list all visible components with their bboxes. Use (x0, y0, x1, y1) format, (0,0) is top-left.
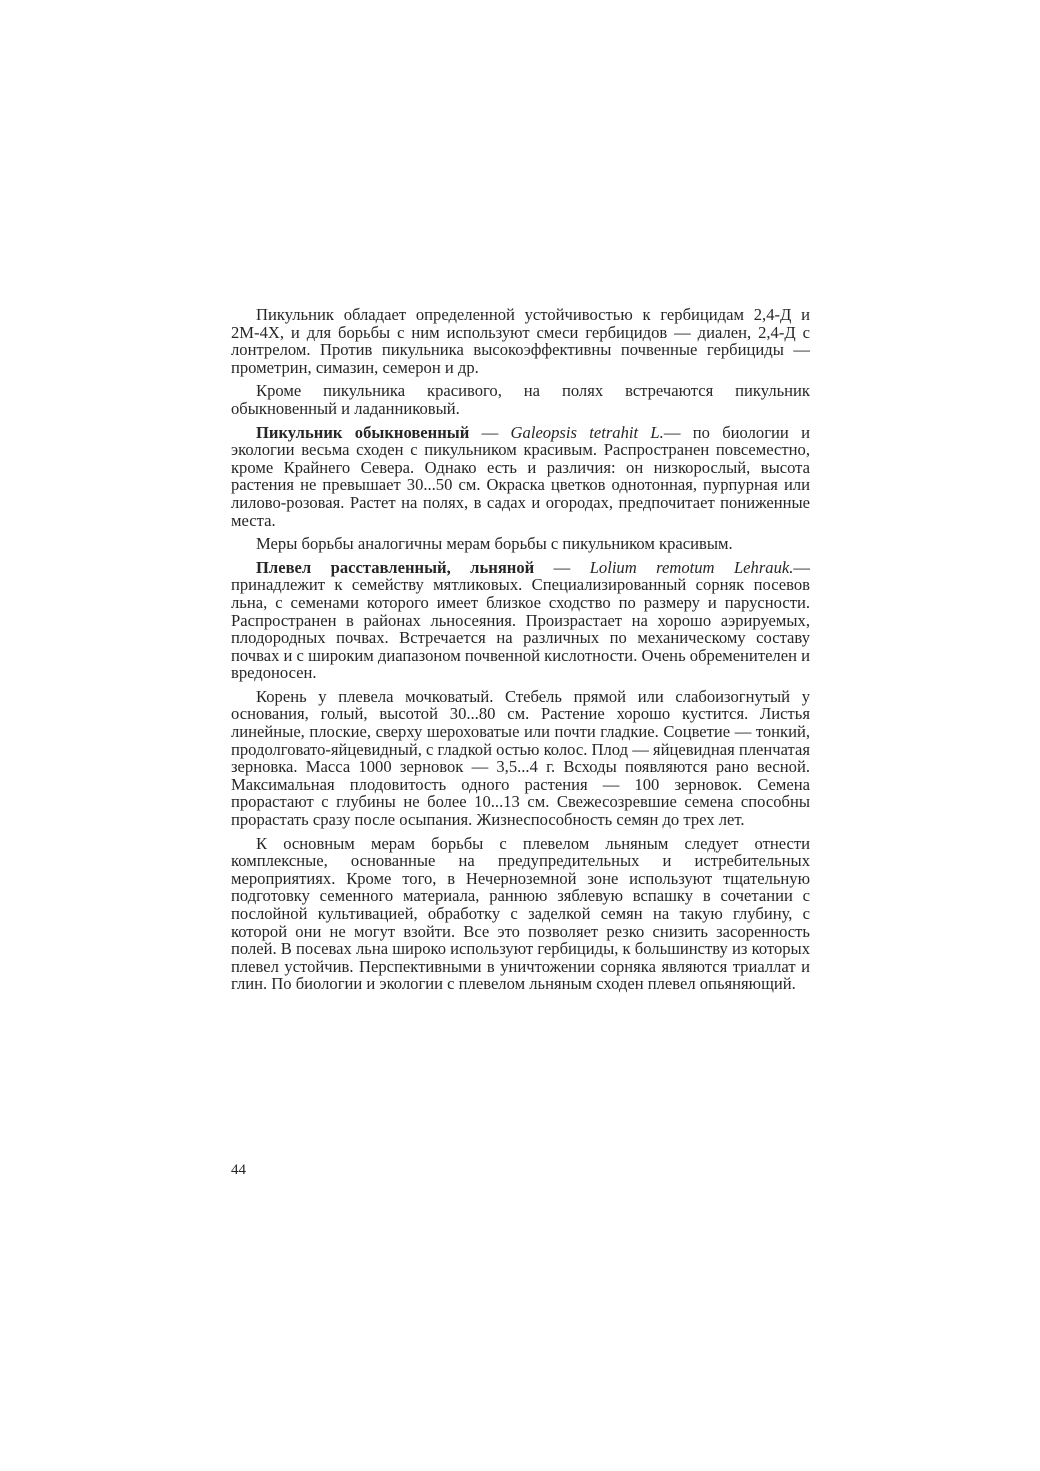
term-dash: — (534, 557, 590, 577)
species-latin-name: Lolium remotum Lehrauk. (589, 557, 794, 577)
paragraph-darnel-morphology: Корень у плевела мочковатый. Стебель прямой или слабоизогнутый у основания, голый, высотой 30...80 см. Растение хорошо кустится. Листья линейные, плоские, сверху шероховатые или почти гладкие. Соцветие — тонкий, продолговато-яйцевидный, с гладкой остью колос. Плод — яйцевидная пленчатая зерновка. Масса 1000 зерновок — 3,5...4 г. Всходы появляются рано весной. Максимальная плодовитость одного растения — 100 зерновок. Семена прорастают с глубины не более 10...13 см. Свежесозревшие семена способны прорастать сразу после осыпания. Жизнеспособность семян до трех лет. (231, 686, 811, 830)
species-description: — принадлежит к семейству мятликовых. Специализированный сорняк посевов льна, с семенами которого имеет близкое сходство по размеру и парусности. Распространен в районах льносеяния. Произрастает на хорошо аэрируемых, плодородных почвах. Встречается на различных по механическому составу почвах и с широким диапазоном почвенной кислотности. Очень обременителен и вредоносен. (231, 557, 810, 683)
paragraph-common-hemp-nettle (231, 424, 810, 530)
term-dash: — (469, 422, 511, 442)
paragraph-darnel-control: К основным мерам борьбы с плевелом льняным следует отнести комплексные, основанные на предупредительных и истребительных мероприятиях. Кроме того, в Нечерноземной зоне используют тщательную подготовку семенного материала, раннюю зяблевую вспашку в сочетании с послойной культивацией, обработку с заделкой семян на такую глубину, с которой они не могут взойти. Все это позволяет резко снизить засоренность полей. В посевах льна широко используют гербициды, к большинству из которых плевел устойчив. Перспективными в уничтожении сорняка являются триаллат и глин. По биологии и экологии с плевелом льняным сходен плевел опьяняющий. (231, 833, 810, 994)
species-term: Плевел расставленный, льняной (256, 557, 535, 577)
page-number: 44 (231, 1162, 246, 1178)
paragraph-herbicide-resistance: Пикульник обладает определенной устойчивостью к гербицидам 2,4-Д и 2М-4Х, и для борьбы с ним используют смеси гербицидов — диален, 2,4-Д с лонтрелом. Против пикульника высокоэффективны почвенные гербициды — прометрин, симазин, семерон и др. (231, 305, 810, 377)
body-text (231, 306, 810, 993)
paragraph-flax-darnel (231, 559, 810, 682)
species-term: Пикульник обыкновенный (256, 422, 470, 442)
paragraph-control-measures: Меры борьбы аналогичны мерам борьбы с пикульником красивым. (256, 534, 733, 554)
species-latin-name: Galeopsis tetrahit L. (510, 422, 664, 442)
species-description: — по биологии и экологии весьма сходен с пикульником красивым. Распространен повсеместно, кроме Крайнего Севера. Однако есть и различия: он низкорослый, высота растения не превышает 30...50 см. Окраска цветков однотонная, пурпурная или лилово-розовая. Растет на полях, в садах и огородах, предпочитает пониженные места. (231, 422, 810, 530)
paragraph-other-species: Кроме пикульника красивого, на полях встречаются пикульник обыкновенный и ладанниковый. (231, 381, 810, 418)
